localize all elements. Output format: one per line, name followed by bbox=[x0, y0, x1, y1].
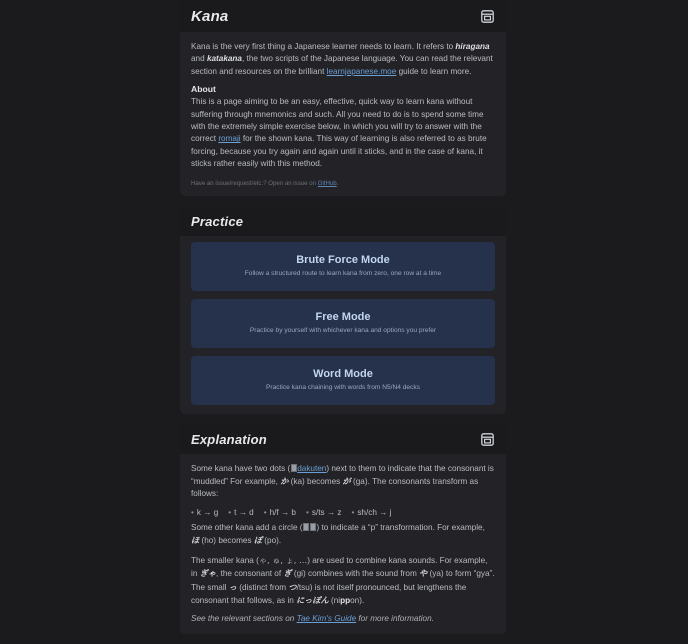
kana-intro-text-1: Kana is the very first thing a Japanese learner needs to learn. It refers to bbox=[191, 42, 456, 51]
transform-label: s/ts → z bbox=[311, 507, 342, 517]
collapse-panel-icon[interactable] bbox=[480, 9, 495, 24]
transform-item bbox=[228, 507, 253, 519]
small-kana-text-2: ) are used to combine kana sounds. For example, in bbox=[191, 555, 488, 579]
dakuten-paragraph bbox=[191, 463, 495, 501]
free-mode-subtitle: Practice by yourself with whichever kana and options you prefer bbox=[249, 326, 437, 334]
explanation-card bbox=[180, 424, 506, 634]
small-kana-paragraph bbox=[191, 554, 495, 608]
dakuten-text-1: Some kana have two dots ( bbox=[191, 463, 291, 473]
kana-intro-text-4: guide to learn more. bbox=[396, 66, 472, 76]
about-text-2: for the shown kana. This way of learning is also referred to as brute forcing, because you try again and again until it sticks, and in the case of kana, it sticks rather easily with this method. bbox=[191, 134, 487, 169]
transform-item bbox=[351, 507, 391, 519]
romaji-link[interactable]: romaji bbox=[218, 134, 241, 144]
word-mode-button[interactable] bbox=[191, 356, 495, 405]
ho-kana: ほ bbox=[191, 535, 200, 546]
bullet-icon: • bbox=[263, 507, 267, 517]
tae-kim-guide-link[interactable]: Tae Kim's Guide bbox=[296, 614, 357, 624]
handakuten-glyph bbox=[303, 523, 309, 531]
issue-footer-text-2: . bbox=[336, 179, 339, 187]
issue-footer bbox=[191, 179, 495, 188]
brute-force-mode-button[interactable] bbox=[191, 242, 495, 291]
practice-mode-list bbox=[180, 236, 506, 414]
hiragana-emphasis: hiragana bbox=[455, 42, 490, 51]
github-link[interactable]: GitHub bbox=[317, 179, 337, 187]
bullet-icon: • bbox=[306, 507, 309, 517]
handakuten-label-glyph bbox=[310, 523, 316, 531]
ya-kana: や bbox=[419, 568, 428, 579]
explanation-card-header bbox=[180, 424, 506, 454]
explanation-title: Explanation bbox=[191, 431, 267, 447]
gi-kana: ぎ bbox=[283, 568, 292, 579]
transform-item bbox=[306, 507, 341, 519]
transform-label: k → g bbox=[196, 507, 219, 517]
handakuten-text-1: Some other kana add a circle ( bbox=[191, 522, 303, 532]
small-tsu-kana: っ bbox=[228, 581, 237, 592]
small-kana-text-7: /tsu) is not itself pronounced, but lengthens the consonant that follows, as in bbox=[191, 582, 467, 605]
explanation-card-body bbox=[180, 454, 506, 634]
gya-kana: ぎゃ bbox=[199, 568, 217, 579]
taekim-text-1: See the relevant sections on bbox=[191, 614, 297, 624]
taekim-note bbox=[191, 613, 495, 625]
dakuten-text-4: (ga). The consonants transform as follows: bbox=[191, 477, 479, 499]
page-title: Kana bbox=[191, 8, 229, 25]
learnjapanese-link[interactable]: learnjapanese.moe bbox=[326, 66, 397, 76]
about-paragraph bbox=[191, 96, 495, 170]
brute-force-mode-subtitle: Follow a structured route to learn kana from zero, one row at a time bbox=[244, 269, 442, 277]
dakuten-text-3: (ka) becomes bbox=[288, 477, 343, 487]
nippon-kana: にっぽん bbox=[296, 594, 329, 605]
small-kana-text-1: The smaller kana ( bbox=[191, 555, 259, 565]
ga-kana: が bbox=[342, 476, 351, 487]
word-mode-subtitle: Practice kana chaining with words from N5/N4 decks bbox=[266, 383, 420, 391]
small-kana-text-5: (ya) to form “gya”. The small bbox=[191, 569, 495, 592]
po-kana: ぽ bbox=[253, 535, 263, 546]
collapse-panel-icon[interactable] bbox=[480, 432, 495, 447]
small-kana-text-8: (ni bbox=[328, 595, 341, 605]
dakuten-glyph bbox=[291, 464, 297, 472]
dakuten-link[interactable]: dakuten bbox=[297, 463, 327, 473]
about-text-1: This is a page aiming to be an easy, effective, quick way to learn kana without suffering through mnemonics and such. All you need to do is to spend some time with the extremely simple exercise below, in which you will try to answer with the correct bbox=[191, 97, 484, 144]
handakuten-text-3: (ho) becomes bbox=[199, 536, 254, 546]
practice-card bbox=[180, 206, 506, 414]
bullet-icon: • bbox=[191, 507, 194, 517]
kana-intro-text-3: , the two scripts of the Japanese language. You can read the relevant section and resources on the brilliant bbox=[191, 54, 493, 76]
practice-title: Practice bbox=[191, 213, 244, 229]
small-kana-text-4: (gi) combines with the sound from bbox=[291, 569, 420, 579]
small-kana-text-3: , the consonant of bbox=[216, 569, 284, 579]
kana-card-header bbox=[180, 0, 506, 32]
about-heading: About bbox=[191, 84, 216, 95]
katakana-emphasis: katakana bbox=[206, 54, 242, 64]
kana-intro-paragraph bbox=[191, 41, 495, 78]
tsu-kana: つ bbox=[288, 581, 297, 592]
dakuten-text-2: ) next to them to indicate that the consonant is “muddled” For example, bbox=[191, 463, 494, 487]
bullet-icon: • bbox=[351, 507, 355, 517]
consonant-transform-list bbox=[191, 507, 495, 519]
handakuten-text-4: (po). bbox=[262, 536, 282, 546]
issue-footer-text-1: Have an issue/request/etc.? Open an issue on bbox=[191, 179, 318, 187]
free-mode-button[interactable] bbox=[191, 299, 495, 348]
transform-label: t → d bbox=[234, 507, 254, 517]
word-mode-title: Word Mode bbox=[313, 367, 373, 380]
practice-card-header bbox=[180, 206, 506, 236]
bullet-icon: • bbox=[228, 507, 232, 517]
transform-label: sh/ch → j bbox=[357, 507, 392, 517]
small-kana-text-9: on). bbox=[350, 595, 365, 605]
kana-card-body bbox=[180, 32, 506, 196]
kana-intro-text-2: and bbox=[191, 54, 207, 64]
brute-force-mode-title: Brute Force Mode bbox=[296, 253, 390, 266]
handakuten-text-2: ) to indicate a “p” transformation. For example, bbox=[316, 522, 485, 532]
content-column bbox=[180, 0, 506, 644]
transform-label: h/f → b bbox=[269, 507, 296, 517]
small-kana-list: ゃ, ゅ, ょ, … bbox=[258, 554, 308, 565]
ka-kana: か bbox=[280, 476, 289, 487]
nippon-bold: pp bbox=[340, 595, 351, 605]
small-kana-text-6: (distinct from bbox=[236, 582, 289, 592]
transform-item bbox=[191, 507, 218, 519]
taekim-text-2: for more information. bbox=[356, 614, 434, 624]
handakuten-paragraph bbox=[191, 522, 495, 548]
transform-item bbox=[264, 507, 296, 519]
kana-card bbox=[180, 0, 506, 196]
free-mode-title: Free Mode bbox=[315, 310, 371, 323]
